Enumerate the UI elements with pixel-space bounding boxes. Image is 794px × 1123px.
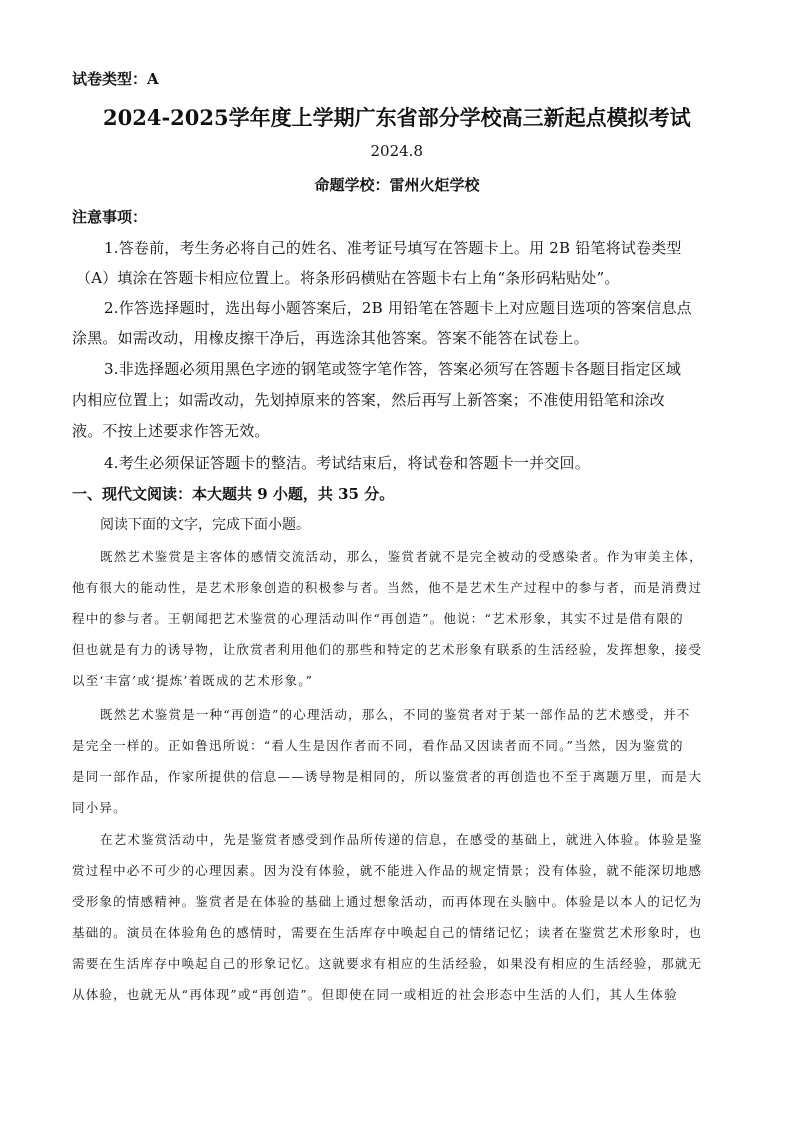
passage-line: 既然艺术鉴赏是主客体的感情交流活动，那么，鉴赏者就不是完全被动的受感染者。作为审美主体， xyxy=(100,549,703,564)
passage-line: 以至‘丰富’或‘提炼’着既成的艺术形象。” xyxy=(72,673,314,688)
passage-line: 需要在生活库存中唤起自己的形象记忆。这就要求有相应的生活经验，如果没有相应的生活经验，那就无 xyxy=(72,956,703,971)
passage-line: 他有很大的能动性，是艺术形象创造的积极参与者。当然，他不是艺术生产过程中的参与者，而是消费过 xyxy=(72,580,703,595)
passage-line: 程中的参与者。王朝闻把艺术鉴赏的心理活动叫作“再创造”。他说：“艺术形象，其实不过是借有限的 xyxy=(72,611,684,626)
passage-line: 是同一部作品，作家所提供的信息——诱导物是相同的，所以鉴赏者的再创造也不至于离题万里，而是大 xyxy=(72,769,703,784)
notice-line: 内相应位置上；如需改动，先划掉原来的答案，然后再写上新答案；不准使用铅笔和涂改 xyxy=(72,391,665,409)
notice-line: 3.非选择题必须用黑色字迹的钢笔或签字笔作答，答案必须写在答题卡各题目指定区域 xyxy=(104,360,682,378)
passage-line: 同小异。 xyxy=(72,800,127,815)
passage-line: 但也就是有力的诱导物，让欣赏者利用他们的那些和特定的艺术形象有联系的生活经验，发挥想象，接受 xyxy=(72,642,703,657)
passage-line: 既然艺术鉴赏是一种“再创造”的心理活动，那么，不同的鉴赏者对于某一部作品的艺术感受，并不 xyxy=(100,707,691,722)
exam-title: 2024-2025学年度上学期广东省部分学校高三新起点模拟考试 xyxy=(103,105,691,130)
exam-date: 2024.8 xyxy=(370,142,423,160)
passage-line: 从体验，也就无从“再体现”或“再创造”。但即使在同一或相近的社会形态中生活的人们，其人生体验 xyxy=(72,987,678,1002)
notice-line: 涂黑。如需改动，用橡皮擦干净后，再选涂其他答案。答案不能答在试卷上。 xyxy=(72,329,589,347)
passage-line: 受形象的情感精神。鉴赏者是在体验的基础上通过想象活动，而再体现在头脑中。体验是以本人的记忆为 xyxy=(72,894,703,909)
notice-line: 4.考生必须保证答题卡的整洁。考试结束后，将试卷和答题卡一并交回。 xyxy=(104,454,590,472)
notice-line: （A）填涂在答题卡相应位置上。将条形码横贴在答题卡右上角“条形码粘贴处”。 xyxy=(76,269,620,287)
passage-line: 赏过程中必不可少的心理因素。因为没有体验，就不能进入作品的规定情景；没有体验，就不能深切地感 xyxy=(72,863,703,878)
passage-line: 是完全一样的。正如鲁迅所说：“看人生是因作者而不同，看作品又因读者而不同。”当然，因为鉴赏的 xyxy=(72,738,684,753)
notice-heading: 注意事项： xyxy=(72,208,148,226)
notice-line: 1.答卷前，考生务必将自己的姓名、准考证号填写在答题卡上。用 2B 铅笔将试卷类型 xyxy=(104,239,682,257)
passage-line: 基础的。演员在体验角色的感情时，需要在生活库存中唤起自己的情绪记忆；读者在鉴赏艺术形象时，也 xyxy=(72,925,703,940)
school-name: 命题学校：雷州火炬学校 xyxy=(314,176,480,194)
section-heading: 一、现代文阅读：本大题共 9 小题，共 35 分。 xyxy=(72,485,395,503)
paper-type: 试卷类型：A xyxy=(72,70,159,88)
passage-line: 在艺术鉴赏活动中，先是鉴赏者感受到作品所传递的信息，在感受的基础上，就进入体验。体验是鉴 xyxy=(100,832,703,847)
notice-line: 液。不按上述要求作答无效。 xyxy=(72,422,270,440)
reading-instruction: 阅读下面的文字，完成下面小题。 xyxy=(100,517,310,533)
notice-line: 2.作答选择题时，选出每小题答案后，2B 用铅笔在答题卡上对应题目选项的答案信息点 xyxy=(104,299,692,317)
